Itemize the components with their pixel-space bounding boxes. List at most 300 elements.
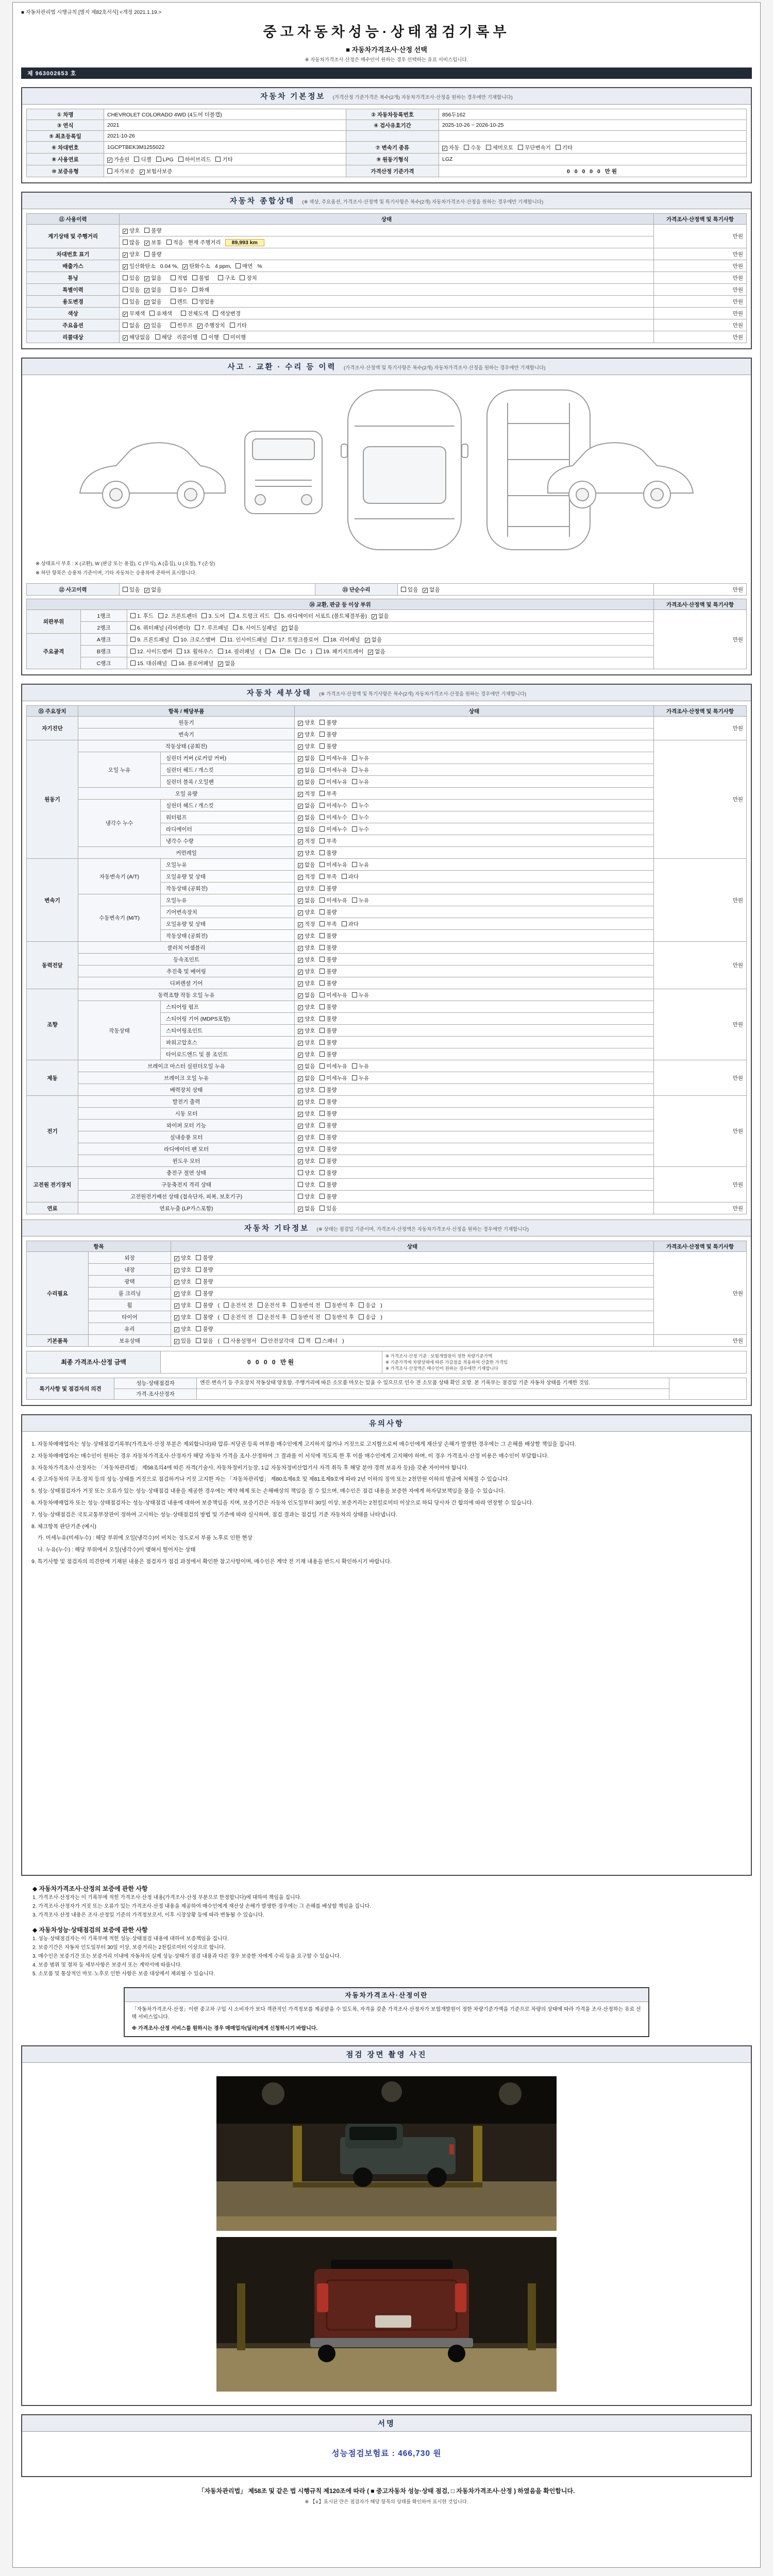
checkbox-unchecked[interactable]: 운전석 전 bbox=[224, 1313, 253, 1321]
checkbox-checked[interactable]: ✓ 양호 bbox=[175, 1326, 192, 1333]
checkbox-unchecked[interactable]: 누유 bbox=[352, 991, 369, 999]
checkbox-box-icon[interactable]: ✓ bbox=[298, 1064, 303, 1070]
checkbox-unchecked[interactable]: 불량 bbox=[320, 1110, 337, 1117]
checkbox-checked[interactable]: ✓ 일산화탄소 bbox=[123, 263, 156, 270]
checkbox-unchecked[interactable]: 9. 프론트패널 bbox=[130, 636, 169, 643]
checkbox-box-icon[interactable] bbox=[352, 992, 357, 997]
checkbox-box-icon[interactable] bbox=[359, 1314, 364, 1319]
checkbox-box-icon[interactable]: ✓ bbox=[298, 791, 303, 798]
checkbox-box-icon[interactable] bbox=[486, 145, 491, 150]
checkbox-unchecked[interactable]: 불량 bbox=[320, 1122, 337, 1129]
checkbox-checked[interactable]: ✓ 해당없음 bbox=[123, 334, 150, 341]
checkbox-box-icon[interactable] bbox=[320, 1075, 325, 1080]
checkbox-unchecked[interactable]: 미세누유 bbox=[320, 1074, 347, 1082]
checkbox-box-icon[interactable]: ✓ bbox=[298, 744, 303, 750]
checkbox-box-icon[interactable] bbox=[320, 1146, 325, 1151]
checkbox-box-icon[interactable] bbox=[224, 1302, 229, 1308]
checkbox-unchecked[interactable]: 해당 bbox=[155, 333, 172, 341]
checkbox-checked[interactable]: ✓ 양호 bbox=[298, 719, 315, 726]
checkbox-unchecked[interactable]: 미세누유 bbox=[320, 766, 347, 774]
checkbox-box-icon[interactable] bbox=[196, 1302, 201, 1308]
checkbox-unchecked[interactable]: 16. 플로어패널 bbox=[172, 659, 213, 667]
checkbox-box-icon[interactable] bbox=[130, 613, 136, 618]
checkbox-checked[interactable]: ✓ 양호 bbox=[123, 251, 140, 258]
checkbox-box-icon[interactable] bbox=[295, 649, 300, 654]
checkbox-box-icon[interactable] bbox=[215, 157, 221, 162]
checkbox-unchecked[interactable]: 침수 bbox=[171, 286, 188, 294]
checkbox-checked[interactable]: ✓ 없음 bbox=[145, 586, 162, 594]
checkbox-unchecked[interactable]: 불량 bbox=[320, 885, 337, 892]
checkbox-box-icon[interactable] bbox=[224, 334, 229, 340]
checkbox-unchecked[interactable]: 스패너 bbox=[315, 1337, 338, 1345]
checkbox-unchecked[interactable]: 미세누유 bbox=[320, 991, 347, 999]
checkbox-unchecked[interactable]: 누유 bbox=[352, 1074, 369, 1082]
checkbox-box-icon[interactable] bbox=[320, 969, 325, 974]
checkbox-checked[interactable]: ✓ 양호 bbox=[298, 1027, 315, 1035]
checkbox-checked[interactable]: ✓ 없음 bbox=[372, 613, 389, 620]
checkbox-box-icon[interactable]: ✓ bbox=[298, 756, 303, 762]
checkbox-checked[interactable]: ✓ 양호 bbox=[175, 1266, 192, 1274]
checkbox-box-icon[interactable] bbox=[320, 850, 325, 855]
checkbox-unchecked[interactable]: 미이행 bbox=[224, 333, 246, 341]
checkbox-box-icon[interactable]: ✓ bbox=[298, 862, 303, 869]
checkbox-box-icon[interactable] bbox=[320, 1040, 325, 1045]
checkbox-checked[interactable]: ✓ 없음 bbox=[298, 861, 315, 869]
checkbox-unchecked[interactable]: 양호 bbox=[298, 1169, 315, 1177]
checkbox-box-icon[interactable]: ✓ bbox=[298, 969, 303, 975]
checkbox-checked[interactable]: ✓ 주행장치 bbox=[198, 322, 225, 329]
checkbox-checked[interactable]: ✓ 없음 bbox=[145, 286, 162, 294]
checkbox-box-icon[interactable]: ✓ bbox=[298, 779, 303, 786]
checkbox-unchecked[interactable]: 썬루프 bbox=[171, 321, 193, 329]
checkbox-unchecked[interactable]: 세미오토 bbox=[486, 144, 514, 151]
checkbox-box-icon[interactable] bbox=[320, 1206, 325, 1211]
checkbox-box-icon[interactable] bbox=[352, 826, 357, 832]
checkbox-box-icon[interactable] bbox=[320, 1052, 325, 1057]
checkbox-unchecked[interactable]: 4. 트렁크 리드 bbox=[229, 612, 270, 620]
checkbox-unchecked[interactable]: 유채색 bbox=[149, 310, 172, 317]
checkbox-unchecked[interactable]: 11. 인사이드패널 bbox=[221, 636, 267, 643]
checkbox-box-icon[interactable] bbox=[320, 1099, 325, 1104]
checkbox-box-icon[interactable] bbox=[352, 862, 357, 867]
checkbox-checked[interactable]: ✓ 양호 bbox=[298, 933, 315, 940]
checkbox-box-icon[interactable] bbox=[123, 299, 128, 304]
checkbox-box-icon[interactable] bbox=[130, 625, 136, 630]
checkbox-box-icon[interactable]: ✓ bbox=[443, 145, 447, 151]
checkbox-unchecked[interactable]: 미세누유 bbox=[320, 861, 347, 869]
checkbox-box-icon[interactable] bbox=[230, 323, 235, 328]
checkbox-unchecked[interactable]: 불량 bbox=[320, 742, 337, 750]
checkbox-unchecked[interactable]: 동반석 전 bbox=[291, 1301, 321, 1309]
checkbox-checked[interactable]: ✓ 양호 bbox=[298, 980, 315, 987]
checkbox-checked[interactable]: ✓ 보통 bbox=[145, 239, 162, 246]
checkbox-box-icon[interactable] bbox=[192, 287, 197, 292]
checkbox-box-icon[interactable] bbox=[233, 625, 238, 630]
checkbox-unchecked[interactable]: 3. 도어 bbox=[201, 612, 225, 620]
checkbox-unchecked[interactable]: 불량 bbox=[320, 932, 337, 940]
checkbox-checked[interactable]: ✓ 양호 bbox=[298, 1087, 315, 1094]
checkbox-checked[interactable]: ✓ 양호 bbox=[298, 968, 315, 975]
checkbox-checked[interactable]: ✓ 없음 bbox=[145, 275, 162, 282]
checkbox-unchecked[interactable]: 미세누수 bbox=[320, 825, 347, 833]
checkbox-box-icon[interactable]: ✓ bbox=[298, 1123, 303, 1129]
checkbox-unchecked[interactable]: 불량 bbox=[196, 1301, 213, 1309]
checkbox-box-icon[interactable]: ✓ bbox=[298, 1028, 303, 1035]
checkbox-box-icon[interactable]: ✓ bbox=[298, 1159, 303, 1165]
checkbox-checked[interactable]: ✓ 탄화수소 bbox=[183, 263, 210, 270]
checkbox-box-icon[interactable] bbox=[320, 933, 325, 938]
checkbox-box-icon[interactable]: ✓ bbox=[365, 637, 369, 643]
checkbox-box-icon[interactable] bbox=[123, 587, 128, 592]
checkbox-unchecked[interactable]: 불량 bbox=[144, 250, 161, 258]
checkbox-unchecked[interactable]: 전체도색 bbox=[181, 310, 209, 317]
checkbox-box-icon[interactable]: ✓ bbox=[298, 1052, 303, 1058]
checkbox-unchecked[interactable]: 불량 bbox=[196, 1266, 213, 1274]
checkbox-unchecked[interactable]: 불량 bbox=[320, 849, 337, 857]
checkbox-box-icon[interactable] bbox=[320, 909, 325, 914]
checkbox-checked[interactable]: ✓ 양호 bbox=[298, 850, 315, 857]
checkbox-box-icon[interactable] bbox=[320, 815, 325, 820]
checkbox-unchecked[interactable]: 미세누유 bbox=[320, 896, 347, 904]
checkbox-box-icon[interactable] bbox=[320, 1134, 325, 1140]
checkbox-box-icon[interactable] bbox=[320, 874, 325, 879]
checkbox-box-icon[interactable] bbox=[324, 637, 329, 642]
checkbox-unchecked[interactable]: 많음 bbox=[123, 239, 140, 246]
checkbox-unchecked[interactable]: 1. 후드 bbox=[130, 612, 154, 620]
checkbox-box-icon[interactable]: ✓ bbox=[145, 240, 149, 246]
checkbox-box-icon[interactable] bbox=[325, 1314, 330, 1319]
checkbox-unchecked[interactable]: 기타 bbox=[230, 321, 247, 329]
checkbox-box-icon[interactable] bbox=[258, 1314, 263, 1319]
checkbox-checked[interactable]: ✓ 없음 bbox=[298, 826, 315, 833]
checkbox-box-icon[interactable] bbox=[325, 1302, 330, 1308]
checkbox-checked[interactable]: ✓ 없음 bbox=[298, 755, 315, 762]
checkbox-unchecked[interactable]: 자가보증 bbox=[107, 167, 135, 175]
checkbox-checked[interactable]: ✓ 양호 bbox=[175, 1314, 192, 1321]
checkbox-unchecked[interactable]: 무단변속기 bbox=[518, 144, 551, 151]
checkbox-box-icon[interactable] bbox=[352, 779, 357, 784]
checkbox-box-icon[interactable] bbox=[320, 957, 325, 962]
checkbox-unchecked[interactable]: B bbox=[280, 649, 291, 655]
checkbox-unchecked[interactable]: 수동 bbox=[464, 144, 481, 151]
checkbox-box-icon[interactable]: ✓ bbox=[219, 661, 223, 667]
checkbox-checked[interactable]: ✓ 없음 bbox=[298, 897, 315, 904]
checkbox-unchecked[interactable]: 8. 사이드실패널 bbox=[233, 624, 277, 632]
checkbox-unchecked[interactable]: 안전삼각대 bbox=[261, 1337, 294, 1345]
checkbox-box-icon[interactable]: ✓ bbox=[298, 898, 303, 904]
checkbox-box-icon[interactable] bbox=[130, 637, 136, 642]
checkbox-unchecked[interactable]: 18. 리어패널 bbox=[324, 636, 360, 643]
checkbox-box-icon[interactable] bbox=[192, 299, 197, 304]
checkbox-box-icon[interactable] bbox=[291, 1302, 296, 1308]
checkbox-checked[interactable]: ✓ 양호 bbox=[298, 731, 315, 738]
checkbox-box-icon[interactable] bbox=[320, 732, 325, 737]
checkbox-box-icon[interactable]: ✓ bbox=[298, 934, 303, 940]
checkbox-box-icon[interactable] bbox=[171, 275, 176, 280]
checkbox-box-icon[interactable] bbox=[213, 311, 218, 316]
checkbox-box-icon[interactable] bbox=[171, 323, 176, 328]
checkbox-unchecked[interactable]: 누수 bbox=[352, 814, 369, 821]
checkbox-unchecked[interactable]: 12. 사이드멤버 bbox=[130, 648, 172, 655]
checkbox-box-icon[interactable] bbox=[320, 886, 325, 891]
checkbox-unchecked[interactable]: 응급 bbox=[359, 1301, 376, 1309]
checkbox-unchecked[interactable]: 매연 bbox=[236, 262, 253, 270]
checkbox-checked[interactable]: ✓ 양호 bbox=[298, 909, 315, 916]
checkbox-checked[interactable]: ✓ 양호 bbox=[298, 743, 315, 750]
checkbox-box-icon[interactable]: ✓ bbox=[298, 768, 303, 774]
checkbox-checked[interactable]: ✓ 양호 bbox=[175, 1278, 192, 1285]
checkbox-checked[interactable]: ✓ 양호 bbox=[175, 1302, 192, 1309]
checkbox-box-icon[interactable] bbox=[320, 1182, 325, 1187]
checkbox-unchecked[interactable]: 불량 bbox=[320, 1157, 337, 1165]
checkbox-unchecked[interactable]: 누유 bbox=[352, 754, 369, 762]
checkbox-box-icon[interactable] bbox=[156, 157, 161, 162]
checkbox-checked[interactable]: ✓ 양호 bbox=[298, 1015, 315, 1023]
checkbox-unchecked[interactable]: 응급 bbox=[359, 1313, 376, 1321]
checkbox-checked[interactable]: ✓ 양호 bbox=[298, 944, 315, 952]
checkbox-box-icon[interactable] bbox=[123, 240, 128, 245]
checkbox-box-icon[interactable] bbox=[196, 1255, 201, 1260]
checkbox-unchecked[interactable]: 2. 프론트펜더 bbox=[158, 612, 197, 620]
checkbox-box-icon[interactable] bbox=[320, 1194, 325, 1199]
checkbox-box-icon[interactable]: ✓ bbox=[183, 264, 188, 270]
checkbox-box-icon[interactable] bbox=[144, 251, 149, 257]
checkbox-unchecked[interactable]: 불법 bbox=[192, 274, 209, 282]
checkbox-box-icon[interactable]: ✓ bbox=[298, 1099, 303, 1106]
checkbox-unchecked[interactable]: 불량 bbox=[320, 1015, 337, 1023]
checkbox-unchecked[interactable]: 불량 bbox=[196, 1325, 213, 1333]
checkbox-unchecked[interactable]: 운전석 후 bbox=[258, 1301, 287, 1309]
checkbox-unchecked[interactable]: 디젤 bbox=[134, 156, 151, 163]
checkbox-box-icon[interactable] bbox=[352, 767, 357, 772]
checkbox-box-icon[interactable]: ✓ bbox=[298, 1040, 303, 1046]
checkbox-unchecked[interactable]: 불량 bbox=[196, 1254, 213, 1262]
checkbox-checked[interactable]: ✓ 없음 bbox=[368, 648, 385, 655]
checkbox-checked[interactable]: ✓ 없음 bbox=[298, 802, 315, 809]
checkbox-checked[interactable]: ✓ 양호 bbox=[175, 1290, 192, 1297]
checkbox-unchecked[interactable]: 불량 bbox=[320, 1145, 337, 1153]
checkbox-box-icon[interactable] bbox=[320, 1158, 325, 1163]
checkbox-checked[interactable]: ✓ 적정 bbox=[298, 790, 315, 798]
checkbox-box-icon[interactable] bbox=[107, 168, 112, 174]
checkbox-box-icon[interactable] bbox=[320, 1028, 325, 1033]
checkbox-checked[interactable]: ✓ 없음 bbox=[298, 992, 315, 999]
checkbox-box-icon[interactable]: ✓ bbox=[298, 851, 303, 857]
checkbox-unchecked[interactable]: 하이브리드 bbox=[178, 156, 211, 163]
checkbox-unchecked[interactable]: 부족 bbox=[320, 790, 337, 798]
checkbox-unchecked[interactable]: 미세누수 bbox=[320, 814, 347, 821]
checkbox-unchecked[interactable]: 영업용 bbox=[192, 298, 214, 306]
checkbox-unchecked[interactable]: 미세누유 bbox=[320, 754, 347, 762]
checkbox-box-icon[interactable]: ✓ bbox=[298, 945, 303, 952]
checkbox-box-icon[interactable] bbox=[196, 1291, 201, 1296]
checkbox-box-icon[interactable]: ✓ bbox=[298, 720, 303, 726]
checkbox-box-icon[interactable]: ✓ bbox=[298, 1016, 303, 1023]
checkbox-unchecked[interactable]: 불량 bbox=[320, 979, 337, 987]
checkbox-unchecked[interactable]: 6. 쿼터패널 (리어펜더) bbox=[130, 624, 190, 632]
checkbox-unchecked[interactable]: 양호 bbox=[298, 1181, 315, 1189]
checkbox-box-icon[interactable]: ✓ bbox=[123, 311, 127, 317]
checkbox-unchecked[interactable]: 불량 bbox=[320, 908, 337, 916]
checkbox-box-icon[interactable] bbox=[177, 649, 182, 654]
checkbox-box-icon[interactable]: ✓ bbox=[298, 1111, 303, 1117]
checkbox-box-icon[interactable] bbox=[155, 334, 160, 340]
checkbox-box-icon[interactable]: ✓ bbox=[298, 1206, 303, 1212]
checkbox-checked[interactable]: ✓ 무채색 bbox=[123, 310, 145, 317]
checkbox-checked[interactable]: ✓ 양호 bbox=[298, 1122, 315, 1129]
checkbox-box-icon[interactable]: ✓ bbox=[368, 649, 373, 655]
checkbox-checked[interactable]: ✓ 양호 bbox=[298, 1110, 315, 1117]
checkbox-box-icon[interactable]: ✓ bbox=[175, 1315, 179, 1321]
checkbox-checked[interactable]: ✓ 없음 bbox=[298, 814, 315, 821]
checkbox-box-icon[interactable] bbox=[298, 1170, 303, 1175]
checkbox-box-icon[interactable]: ✓ bbox=[298, 874, 303, 880]
checkbox-box-icon[interactable] bbox=[320, 1063, 325, 1069]
checkbox-box-icon[interactable]: ✓ bbox=[423, 587, 428, 594]
checkbox-unchecked[interactable]: 5. 라디에이터 서포트 (볼트체결부품) bbox=[275, 612, 367, 620]
checkbox-unchecked[interactable]: 불량 bbox=[320, 1169, 337, 1177]
checkbox-box-icon[interactable] bbox=[123, 323, 128, 328]
checkbox-unchecked[interactable]: 부족 bbox=[320, 873, 337, 880]
checkbox-unchecked[interactable]: C bbox=[295, 649, 306, 655]
checkbox-unchecked[interactable]: 과다 bbox=[342, 873, 359, 880]
checkbox-checked[interactable]: ✓ 양호 bbox=[298, 1004, 315, 1011]
checkbox-box-icon[interactable]: ✓ bbox=[123, 252, 127, 258]
checkbox-box-icon[interactable]: ✓ bbox=[298, 993, 303, 999]
checkbox-box-icon[interactable] bbox=[196, 1314, 201, 1319]
checkbox-box-icon[interactable] bbox=[320, 720, 325, 725]
checkbox-box-icon[interactable] bbox=[352, 815, 357, 820]
checkbox-unchecked[interactable]: 누유 bbox=[352, 766, 369, 774]
checkbox-box-icon[interactable] bbox=[221, 637, 226, 642]
checkbox-unchecked[interactable]: 없음 bbox=[123, 321, 140, 329]
checkbox-unchecked[interactable]: 10. 크로스멤버 bbox=[174, 636, 215, 643]
checkbox-box-icon[interactable] bbox=[320, 992, 325, 997]
checkbox-unchecked[interactable]: 누유 bbox=[352, 1062, 369, 1070]
checkbox-box-icon[interactable] bbox=[320, 1087, 325, 1092]
checkbox-box-icon[interactable]: ✓ bbox=[298, 1076, 303, 1082]
checkbox-checked[interactable]: ✓ 양호 bbox=[298, 1146, 315, 1153]
checkbox-checked[interactable]: ✓ 양호 bbox=[298, 1134, 315, 1141]
checkbox-unchecked[interactable]: 운전석 전 bbox=[224, 1301, 253, 1309]
checkbox-box-icon[interactable] bbox=[240, 275, 245, 280]
checkbox-checked[interactable]: ✓ 없음 bbox=[145, 298, 162, 306]
checkbox-box-icon[interactable] bbox=[229, 613, 234, 618]
checkbox-box-icon[interactable] bbox=[144, 228, 149, 233]
checkbox-box-icon[interactable] bbox=[123, 275, 128, 280]
checkbox-unchecked[interactable]: 양호 bbox=[298, 1193, 315, 1200]
checkbox-box-icon[interactable] bbox=[320, 779, 325, 784]
checkbox-box-icon[interactable]: ✓ bbox=[145, 287, 149, 294]
checkbox-unchecked[interactable]: 19. 패키지트레이 bbox=[316, 648, 363, 655]
checkbox-unchecked[interactable]: 누유 bbox=[352, 778, 369, 786]
checkbox-box-icon[interactable]: ✓ bbox=[123, 264, 127, 270]
checkbox-unchecked[interactable]: 부족 bbox=[320, 920, 337, 928]
checkbox-box-icon[interactable]: ✓ bbox=[175, 1303, 179, 1309]
checkbox-box-icon[interactable]: ✓ bbox=[175, 1256, 179, 1262]
checkbox-box-icon[interactable]: ✓ bbox=[298, 1147, 303, 1153]
checkbox-box-icon[interactable] bbox=[320, 980, 325, 986]
checkbox-box-icon[interactable] bbox=[158, 613, 163, 618]
checkbox-box-icon[interactable]: ✓ bbox=[175, 1338, 179, 1345]
checkbox-box-icon[interactable] bbox=[352, 897, 357, 903]
checkbox-box-icon[interactable]: ✓ bbox=[298, 827, 303, 833]
checkbox-box-icon[interactable]: ✓ bbox=[298, 1135, 303, 1141]
checkbox-box-icon[interactable] bbox=[123, 287, 128, 292]
checkbox-box-icon[interactable]: ✓ bbox=[298, 803, 303, 809]
checkbox-checked[interactable]: ✓ 적정 bbox=[298, 838, 315, 845]
checkbox-unchecked[interactable]: 누유 bbox=[352, 861, 369, 869]
checkbox-unchecked[interactable]: 15. 대쉬패널 bbox=[130, 659, 167, 667]
checkbox-unchecked[interactable]: 잭 bbox=[299, 1337, 311, 1345]
checkbox-box-icon[interactable] bbox=[192, 275, 197, 280]
checkbox-unchecked[interactable]: 불량 bbox=[320, 1027, 337, 1035]
checkbox-unchecked[interactable]: 누유 bbox=[352, 896, 369, 904]
checkbox-unchecked[interactable]: 구조 bbox=[218, 274, 235, 282]
checkbox-box-icon[interactable] bbox=[299, 1338, 304, 1343]
checkbox-checked[interactable]: ✓ 양호 bbox=[298, 1098, 315, 1106]
checkbox-unchecked[interactable]: 사용설명서 bbox=[224, 1337, 257, 1345]
checkbox-unchecked[interactable]: 미세누유 bbox=[320, 778, 347, 786]
checkbox-box-icon[interactable] bbox=[201, 334, 207, 340]
checkbox-box-icon[interactable]: ✓ bbox=[372, 614, 377, 620]
checkbox-unchecked[interactable]: 적음 bbox=[166, 239, 183, 246]
checkbox-box-icon[interactable] bbox=[298, 1182, 303, 1187]
checkbox-box-icon[interactable] bbox=[224, 1314, 229, 1319]
checkbox-box-icon[interactable] bbox=[130, 660, 136, 666]
checkbox-box-icon[interactable] bbox=[149, 311, 155, 316]
checkbox-box-icon[interactable] bbox=[320, 921, 325, 926]
checkbox-unchecked[interactable]: 불량 bbox=[196, 1313, 213, 1321]
checkbox-unchecked[interactable]: 화재 bbox=[192, 286, 209, 294]
checkbox-box-icon[interactable]: ✓ bbox=[175, 1327, 179, 1333]
checkbox-unchecked[interactable]: A bbox=[265, 649, 276, 655]
checkbox-box-icon[interactable] bbox=[201, 613, 207, 618]
checkbox-checked[interactable]: ✓ 양호 bbox=[298, 1051, 315, 1058]
checkbox-box-icon[interactable] bbox=[134, 157, 139, 162]
checkbox-unchecked[interactable]: 부족 bbox=[320, 837, 337, 845]
checkbox-unchecked[interactable]: 14. 필러패널 bbox=[218, 648, 255, 655]
checkbox-unchecked[interactable]: 과다 bbox=[342, 920, 359, 928]
checkbox-unchecked[interactable]: 불량 bbox=[196, 1278, 213, 1285]
checkbox-box-icon[interactable] bbox=[342, 874, 347, 879]
checkbox-box-icon[interactable]: ✓ bbox=[145, 323, 149, 329]
checkbox-unchecked[interactable]: 불량 bbox=[320, 944, 337, 952]
checkbox-unchecked[interactable]: 7. 루프패널 bbox=[195, 624, 228, 632]
checkbox-unchecked[interactable]: 동반석 후 bbox=[325, 1313, 355, 1321]
checkbox-unchecked[interactable]: 불량 bbox=[320, 1086, 337, 1094]
checkbox-unchecked[interactable]: 있음 bbox=[320, 1205, 337, 1212]
checkbox-box-icon[interactable] bbox=[196, 1338, 201, 1343]
checkbox-box-icon[interactable]: ✓ bbox=[108, 157, 112, 163]
checkbox-unchecked[interactable]: 불량 bbox=[320, 1050, 337, 1058]
checkbox-unchecked[interactable]: 13. 휠하우스 bbox=[177, 648, 213, 655]
checkbox-unchecked[interactable]: 미세누수 bbox=[320, 802, 347, 809]
checkbox-box-icon[interactable] bbox=[316, 649, 322, 654]
checkbox-box-icon[interactable] bbox=[196, 1267, 201, 1272]
checkbox-unchecked[interactable]: 불량 bbox=[144, 227, 161, 234]
checkbox-box-icon[interactable]: ✓ bbox=[298, 981, 303, 987]
checkbox-unchecked[interactable]: 있음 bbox=[123, 286, 140, 294]
checkbox-box-icon[interactable] bbox=[130, 649, 136, 654]
checkbox-box-icon[interactable] bbox=[352, 1063, 357, 1069]
checkbox-unchecked[interactable]: 미세누유 bbox=[320, 1062, 347, 1070]
checkbox-checked[interactable]: ✓ 없음 bbox=[298, 767, 315, 774]
checkbox-unchecked[interactable]: 있음 bbox=[123, 298, 140, 306]
checkbox-unchecked[interactable]: 장치 bbox=[240, 274, 257, 282]
checkbox-box-icon[interactable]: ✓ bbox=[175, 1279, 179, 1285]
checkbox-box-icon[interactable] bbox=[315, 1338, 321, 1343]
